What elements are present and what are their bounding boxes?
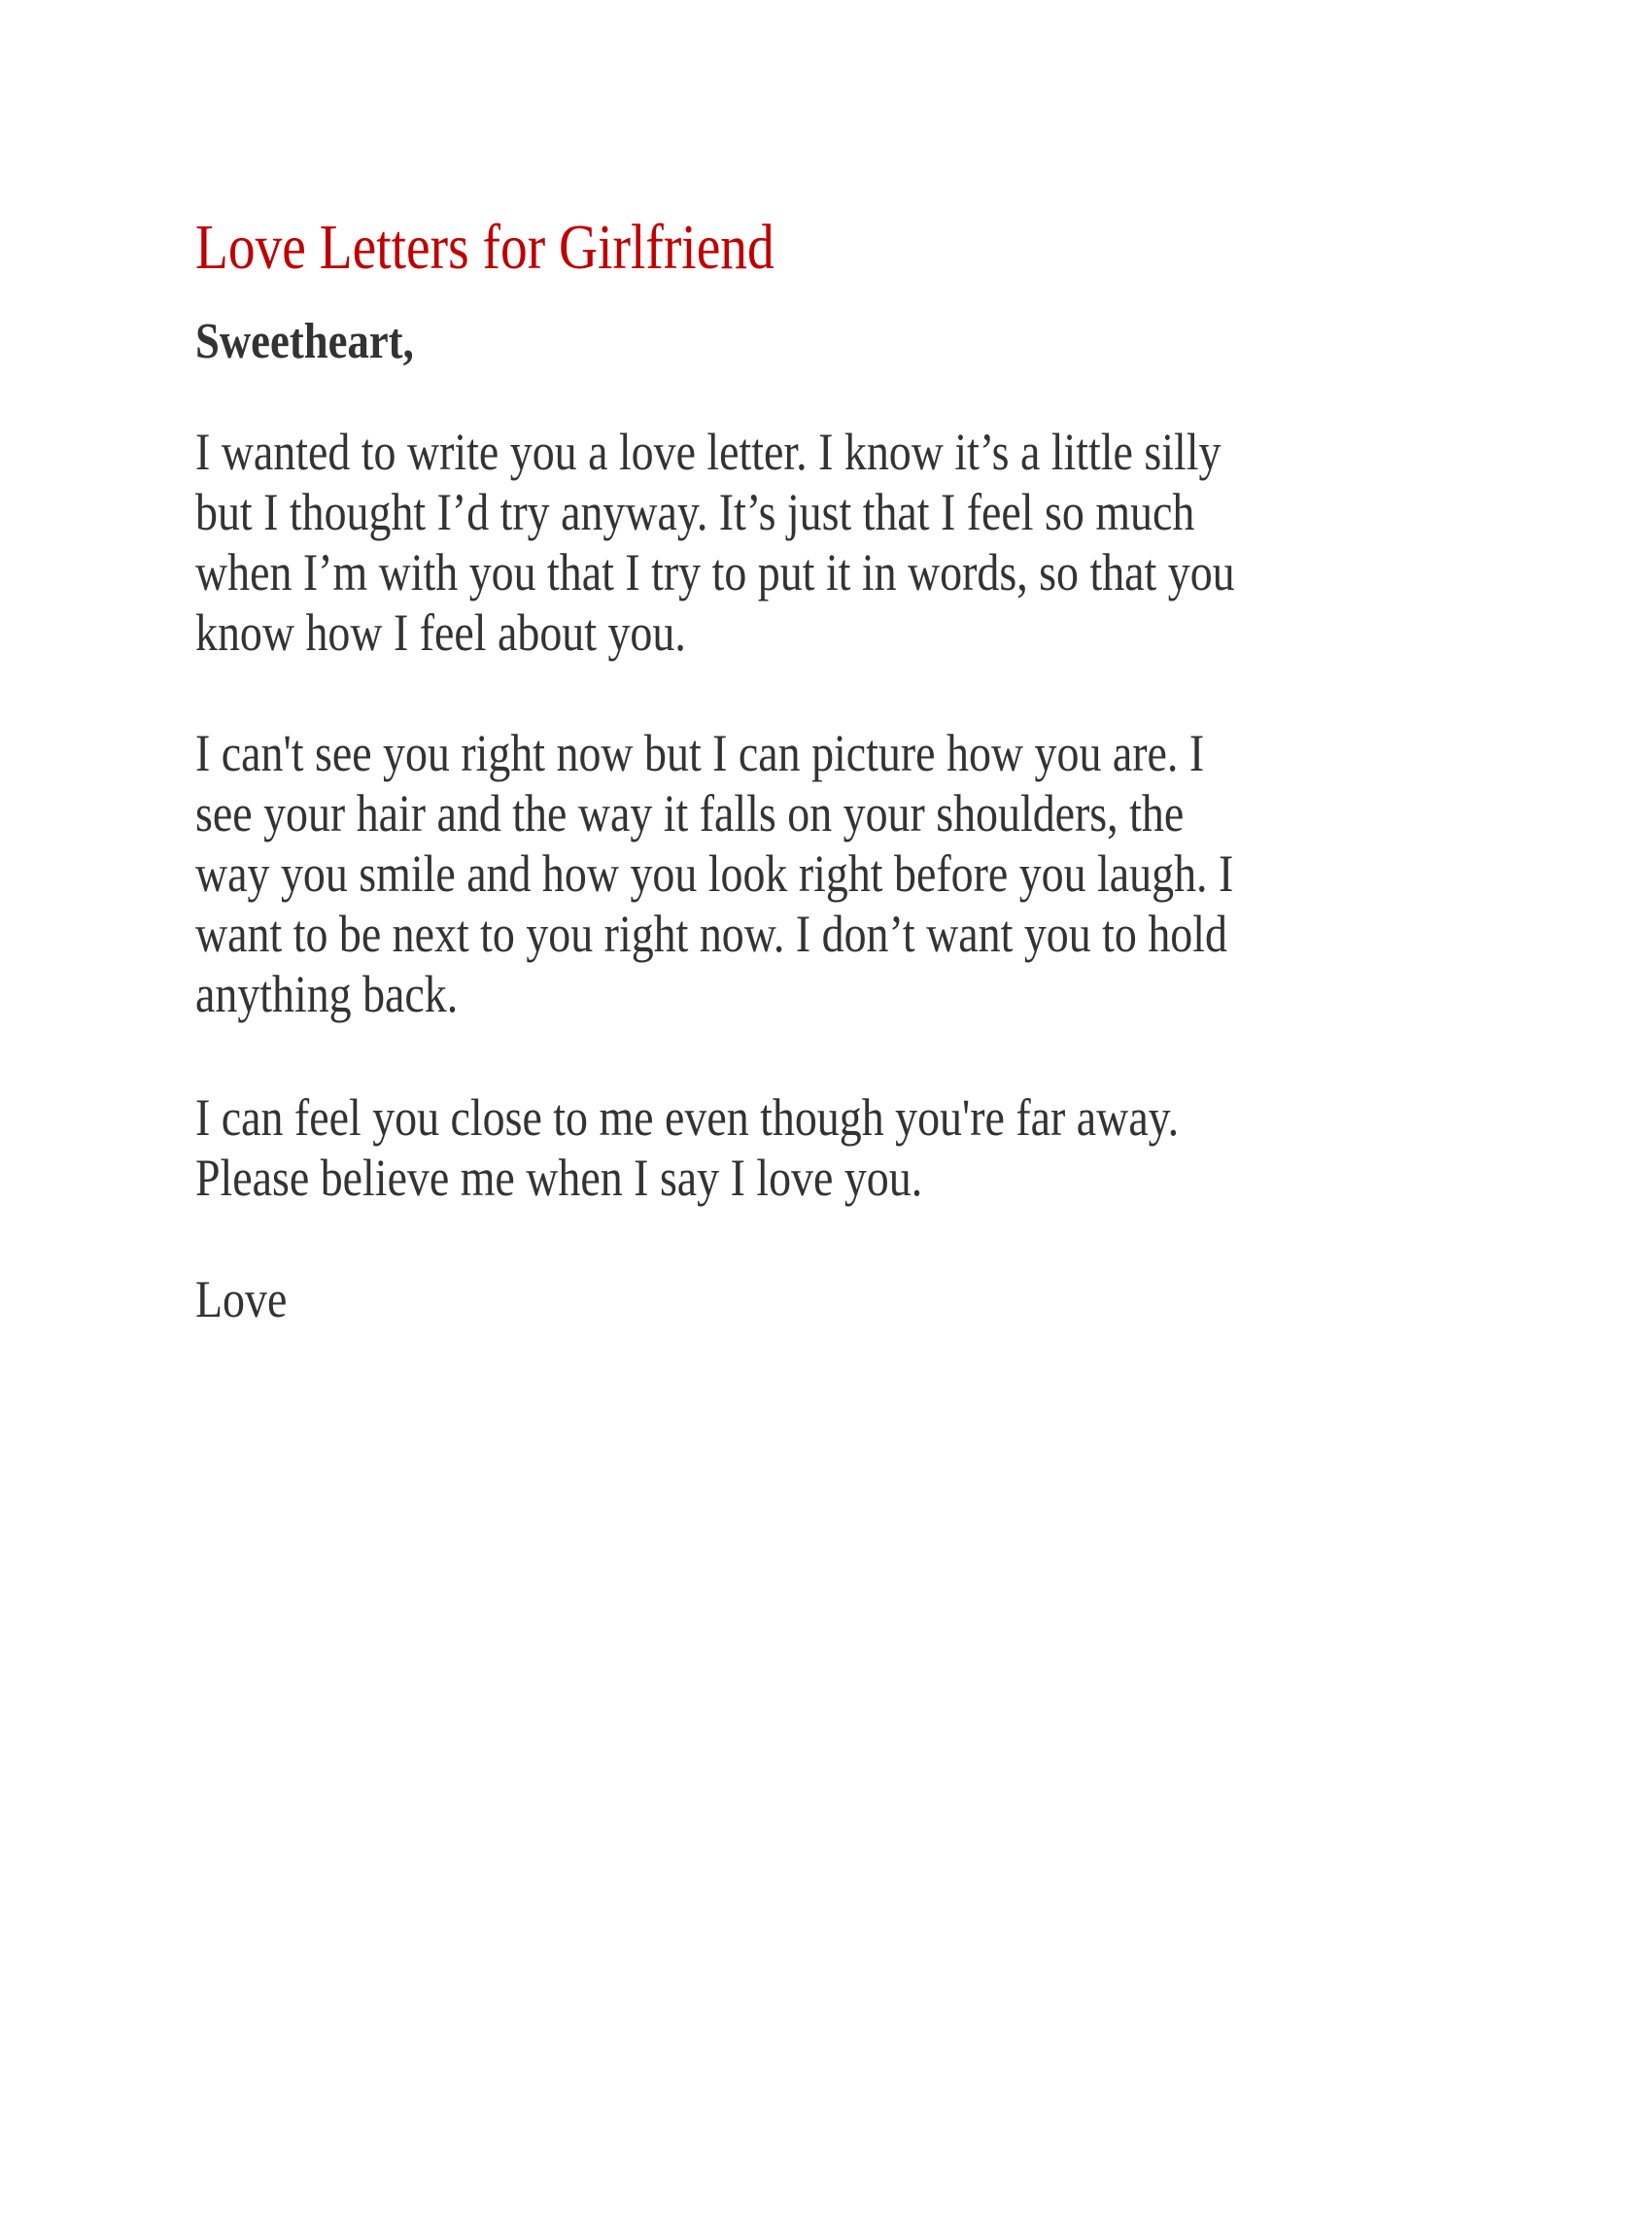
paragraph-3 (195, 1087, 1179, 1208)
paragraph-line: way you smile and how you look right before you laugh. I (195, 844, 1234, 903)
salutation-text: Sweetheart, (195, 314, 414, 369)
title-text: Love Letters for Girlfriend (195, 212, 774, 283)
paragraph-line: want to be next to you right now. I don’t want you to hold (195, 905, 1227, 963)
paragraph-line: I wanted to write you a love letter. I know it’s a little silly (195, 423, 1222, 481)
closing-text: Love (195, 1270, 288, 1328)
paragraph-line: I can feel you close to me even though you're far away. (195, 1088, 1180, 1147)
paragraph-2 (195, 723, 1233, 1024)
paragraph-line: know how I feel about you. (195, 603, 686, 662)
document-title (195, 211, 774, 285)
paragraph-line: anything back. (195, 965, 459, 1023)
paragraph-line: Please believe me when I say I love you. (195, 1149, 923, 1207)
paragraph-1 (195, 422, 1235, 663)
salutation (195, 313, 414, 371)
paragraph-line: I can't see you right now but I can picture how you are. I (195, 724, 1205, 782)
closing (195, 1269, 287, 1329)
paragraph-line: see your hair and the way it falls on your shoulders, the (195, 784, 1185, 842)
paragraph-line: when I’m with you that I try to put it in words, so that you (195, 543, 1235, 602)
paragraph-line: but I thought I’d try anyway. It’s just that I feel so much (195, 483, 1195, 541)
